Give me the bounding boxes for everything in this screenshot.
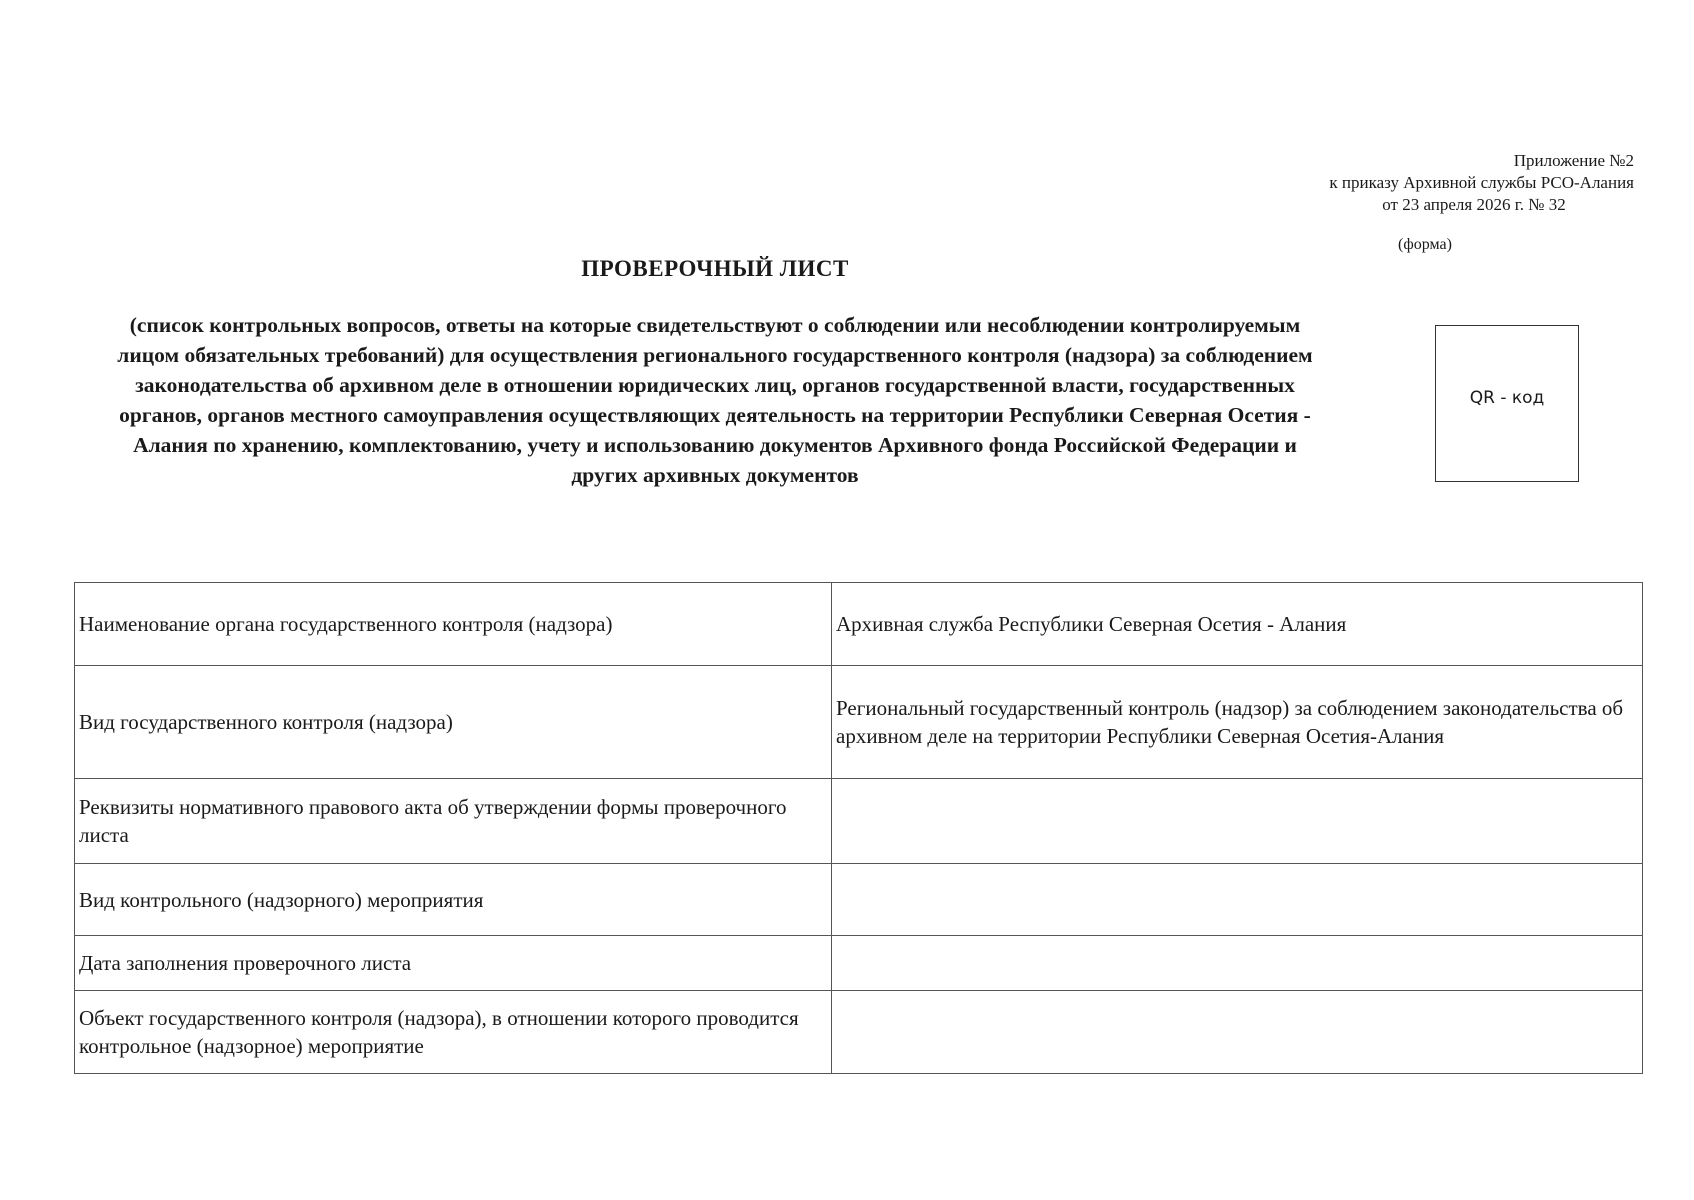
form-note: (форма) [1398,236,1452,253]
appendix-order-date: от 23 апреля 2026 г. № 32 [1382,195,1566,214]
row-label: Вид контрольного (надзорного) мероприятия [75,864,832,936]
row-label: Реквизиты нормативного правового акта об утверждении формы проверочного листа [75,779,832,864]
document-title: ПРОВЕРОЧНЫЙ ЛИСТ [581,256,849,281]
row-label: Вид государственного контроля (надзора) [75,666,832,779]
table-row [75,583,1643,666]
row-label: Наименование органа государственного контроля (надзора) [75,583,832,666]
table-row [75,991,1643,1074]
appendix-header [1214,150,1634,216]
qr-code-label: QR - код [1469,387,1545,408]
row-value: Региональный государственный контроль (надзор) за соблюдением законодательства об архивном деле на территории Республики Северная Осетия-Алания [832,666,1643,779]
appendix-order-reference: к приказу Архивной службы РСО-Алания [1329,173,1634,192]
appendix-number: Приложение №2 [1513,151,1634,170]
row-value [832,779,1643,864]
row-value [832,991,1643,1074]
row-value [832,864,1643,936]
document-subtitle: (список контрольных вопросов, ответы на которые свидетельствуют о соблюдении или несоблюдении контролируемым лицом обязательных требований) для осуществления регионального государственного контроля (надзора) за соблюдением законодательства об архивном деле в отношении юридических лиц, органов государственной власти, государственных органов, органов местного самоуправления осуществляющих деятельность на территории Республики Северная Осетия - Алания по хранению, комплектованию, учету и использованию документов Архивного фонда Российской Федерации и других архивных документов [117,313,1313,487]
table-row [75,864,1643,936]
table-row [75,936,1643,991]
row-value: Архивная служба Республики Северная Осетия - Алания [832,583,1643,666]
row-value [832,936,1643,991]
table-row [75,779,1643,864]
qr-code-placeholder [1435,325,1579,482]
row-label: Дата заполнения проверочного листа [75,936,832,991]
table-row [75,666,1643,779]
row-label: Объект государственного контроля (надзора), в отношении которого проводится контрольное (надзорное) мероприятие [75,991,832,1074]
info-table [74,582,1643,1074]
